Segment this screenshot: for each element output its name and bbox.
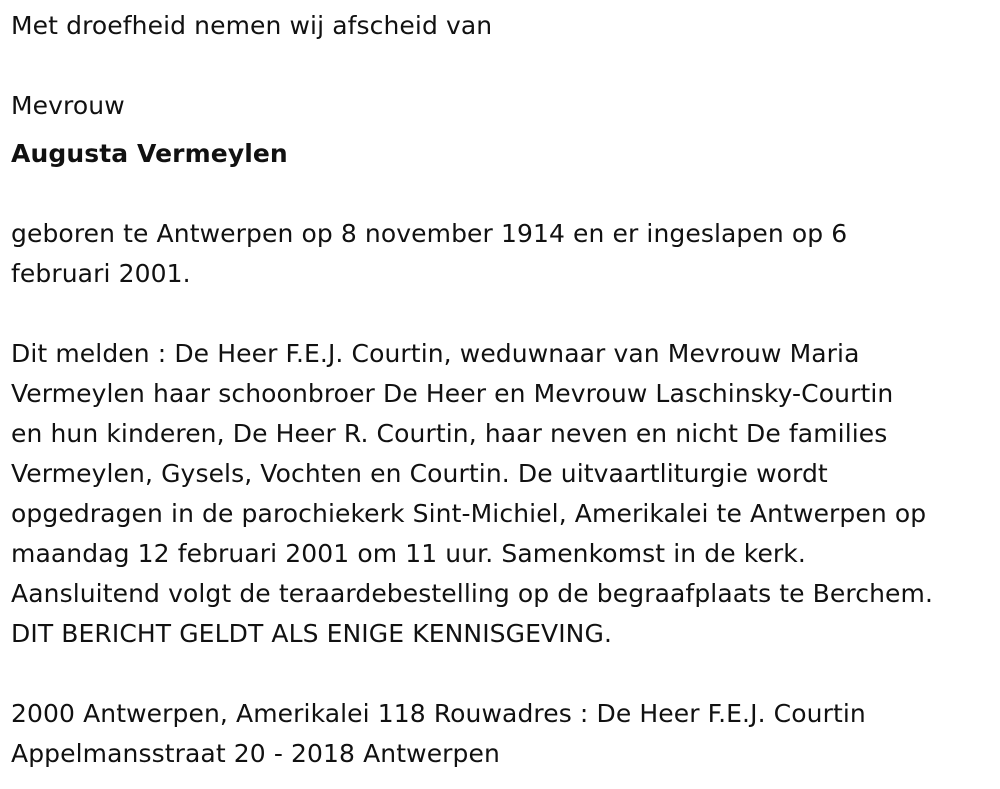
paragraph-line: februari 2001.	[11, 259, 191, 288]
paragraph-line: Aansluitend volgt de teraardebestelling op de begraafplaats te Berchem.	[11, 579, 934, 608]
salutation: Mevrouw	[11, 91, 125, 120]
obituary-notice	[11, 6, 996, 774]
announcement-paragraph	[11, 334, 996, 654]
deceased-name: Augusta Vermeylen	[11, 139, 288, 168]
address-paragraph	[11, 694, 996, 774]
paragraph-line: Vermeylen haar schoonbroer De Heer en Mevrouw Laschinsky-Courtin	[11, 379, 894, 408]
paragraph-line: opgedragen in de parochiekerk Sint-Michiel, Amerikalei te Antwerpen op	[11, 499, 927, 528]
address-line: Appelmansstraat 20 - 2018 Antwerpen	[11, 739, 500, 768]
intro-text: Met droefheid nemen wij afscheid van	[11, 11, 493, 40]
paragraph-line: Vermeylen, Gysels, Vochten en Courtin. De uitvaartliturgie wordt	[11, 459, 828, 488]
spacer	[11, 294, 996, 334]
address-line: 2000 Antwerpen, Amerikalei 118 Rouwadres : De Heer F.E.J. Courtin	[11, 699, 866, 728]
paragraph-line: en hun kinderen, De Heer R. Courtin, haar neven en nicht De families	[11, 419, 888, 448]
spacer	[11, 46, 996, 86]
spacer	[11, 654, 996, 694]
paragraph-line: geboren te Antwerpen op 8 november 1914 en er ingeslapen op 6	[11, 219, 848, 248]
birth-death-paragraph	[11, 214, 996, 294]
paragraph-line: DIT BERICHT GELDT ALS ENIGE KENNISGEVING.	[11, 619, 612, 648]
paragraph-line: maandag 12 februari 2001 om 11 uur. Samenkomst in de kerk.	[11, 539, 806, 568]
spacer	[11, 174, 996, 214]
paragraph-line: Dit melden : De Heer F.E.J. Courtin, weduwnaar van Mevrouw Maria	[11, 339, 860, 368]
